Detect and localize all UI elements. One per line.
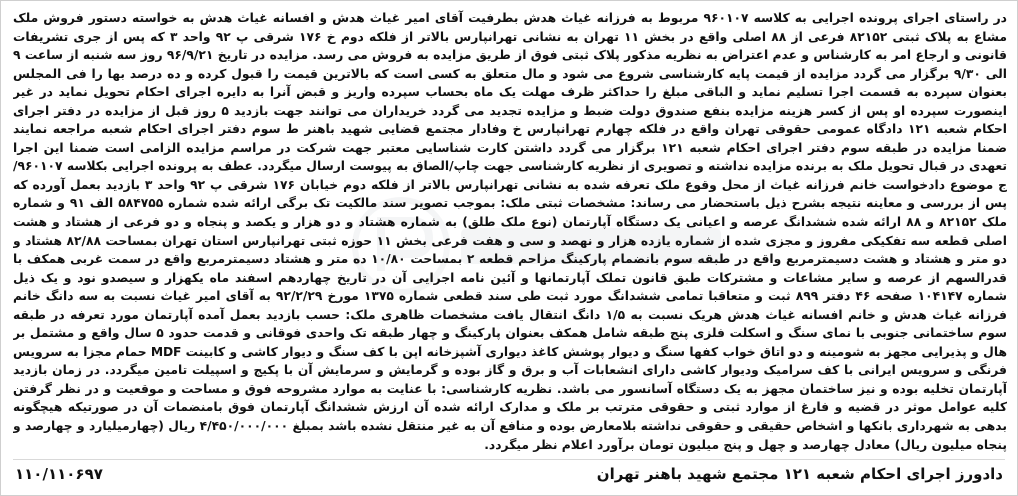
notice-signature: دادورز اجرای احکام شعبه ۱۲۱ مجتمع شهید باهنر تهران (596, 465, 1003, 483)
auction-notice-text (13, 9, 1007, 457)
footer-divider (13, 459, 1005, 460)
notice-body: در راستای اجرای پرونده اجرایی به کلاسه ۹۶۰۱۰۷ مربوط به فرزانه غیاث هدش بطرفیت آقای امیر غیاث هدش و افسانه غیاث هدش به خواسته دستور فروش ملک مشاع به پلاک ثبتی ۸۲۱۵۲ فرعی از ۸۸ اصلی واقع در بخش ۱۱ تهران به نشانی تهرانپارس بالاتر از فلکه دوم خ ۱۷۶ شرقی پ ۹۲ واحد ۳ که پس از جری تشریفات قانونی و ارجاع امر به کارشناس و عدم اعتراض به نظریه مذکور پلاک ثبتی فوق از طریق مزایده به فروش می رسد. مزایده در تاریخ ۹۶/۹/۲۱ روز سه شنبه از ساعت ۹ الی ۹/۳۰ برگزار می گردد مزایده از قیمت پایه کارشناسی شروع می شود و مال متعلق به کسی است که بالاترین قیمت را قبول کرده و ده درصد بها را فی المجلس بعنوان سپرده به قسمت اجرا تسلیم نماید و الباقی مبلغ را حداکثر ظرف مهلت یک ماه بحساب سپرده واریز و قبض آنرا به دایره اجرای احکام تحویل نماید در غیر اینصورت سپرده او پس از کسر هزینه مزایده بنفع صندوق دولت ضبط و مزایده تجدید می گردد خریداران می توانند جهت بازدید ۵ روز قبل از مزایده در دفتر اجرای احکام شعبه ۱۲۱ دادگاه عمومی حقوقی تهران واقع در فلکه چهارم تهرانپارس خ وفادار مجتمع قضایی شهید باهنر ط سوم دفتر اجرای احکام شعبه مراجعه نمایند ضمنا مزایده در طبقه سوم دفتر اجرای احکام شعبه ۱۲۱ برگزار می گردد داشتن کارت شناسایی معتبر جهت شرکت در مراسم مزایده الزامی است ضمنا این اجرا تعهدی در قبال تحویل ملک به برنده مزایده نداشته و تصویری از نظریه کارشناسی جهت چاپ/الصاق به پیوست ارسال میگردد. عطف به پرونده اجرایی بکلاسه ۹۶۰۱۰۷/ج موضوع دادخواست خانم فرزانه غیاث از محل وقوع ملک تعرفه شده به نشانی تهرانپارس بالاتر از فلکه دوم خیابان ۱۷۶ شرقی پ ۹۲ واحد ۳ بازدید بعمل آورده که پس از بررسی و معاینه نتیجه بشرح ذیل باستحضار می رساند: مشخصات ثبتی ملک: بموجب تصویر سند مالکیت تک برگی ارائه شده شماره ۵۸۴۷۵۵ الف ۹۱ و شماره ملک ۸۲۱۵۲ و ۸۸ ارائه شده ششدانگ عرصه و اعیانی یک دستگاه آپارتمان (نوع ملک طلق) به شماره هشتاد و دو هزار و یکصد و پنجاه و دو فرعی از هشتاد و هشت اصلی قطعه سه تفکیکی مفروز و مجزی شده از شماره یازده هزار و نهصد و سی و هفت فرعی بخش ۱۱ حوزه ثبتی تهرانپارس استان تهران بمساحت ۸۲/۸۸ هشتاد و دو متر و هشتاد و هشت دسیمترمربع واقع در طبقه سوم بانضمام پارکینگ مزاحم قطعه ۲ بمساحت ۱۰/۸۰ ده متر و هشتاد دسیمترمربع واقع در سمت غربی همکف با قدرالسهم از عرصه و سایر مشاعات و مشترکات طبق قانون تملک آپارتمانها و آئین نامه اجرایی آن در تاریخ چهاردهم اسفند ماه یکهزار و سیصدو نود و یک ذیل شماره ۱۰۴۱۴۷ صفحه ۴۶ دفتر ۸۹۹ ثبت و متعاقبا تمامی ششدانگ مورد ثبت طی سند قطعی شماره ۱۳۷۵ مورخ ۹۲/۲/۲۹ به آقای امیر غیاث نسبت به سه دانگ خانم فرزانه غیاث هدش و خانم افسانه غیاث هدش هریک نسبت به ۱/۵ دانگ انتقال یافت مشخصات ظاهری ملک: حسب بازدید بعمل آمده آپارتمان مورد تعرفه در طبقه سوم ساختمانی جنوبی با نمای سنگ و اسکلت فلزی پنج طبقه شامل همکف بعنوان پارکینگ و چهار طبقه تک واحدی فوقانی و قدمت حدود ۵ سال واقع و مشتمل بر هال و پذیرایی مجهز به شومینه و دو اتاق خواب کفها سنگ و دیوار پوشش کاغذ دیواری آشپزخانه اپن با کف سنگ و دیوار کاشی و کابینت MDF حمام مجزا به سرویس فرنگی و سرویس ایرانی با کف سرامیک ودیوار کاشی دارای انشعابات آب و برق و گاز بوده و گرمایش و سرمایش آن با پکیج و اسپیلت تامین میگردد. در زمان بازدید آپارتمان تخلیه بوده و نیز ساختمان مجهز به یک دستگاه آسانسور می باشد. نظریه کارشناسی: با عنایت به موارد مشروحه فوق و مساحت و موقعیت و در نظر گرفتن کلیه عوامل موثر در قضیه و فارغ از موارد ثبتی و حقوقی مترتب بر ملک و مدارک ارائه شده آن ارزش ششدانگ آپارتمان فوق بامنضمات آن در صورتیکه هیچگونه بدهی به شهرداری بانکها و اشخاص حقیقی و حقوقی نداشته بلامعارض بوده و منافع آن به غیر منتقل نشده باشد بمبلغ ۴/۴۵۰/۰۰۰/۰۰۰ ریال (چهارمیلیارد و چهارصد و پنجاه میلیون ریال) معادل چهارصد و چهل و پنج میلیون تومان برآورد اعلام نظر میگردد. (13, 11, 1007, 452)
notice-reference-number: ۱۱۰/۱۱۰۶۹۷ (15, 465, 103, 483)
